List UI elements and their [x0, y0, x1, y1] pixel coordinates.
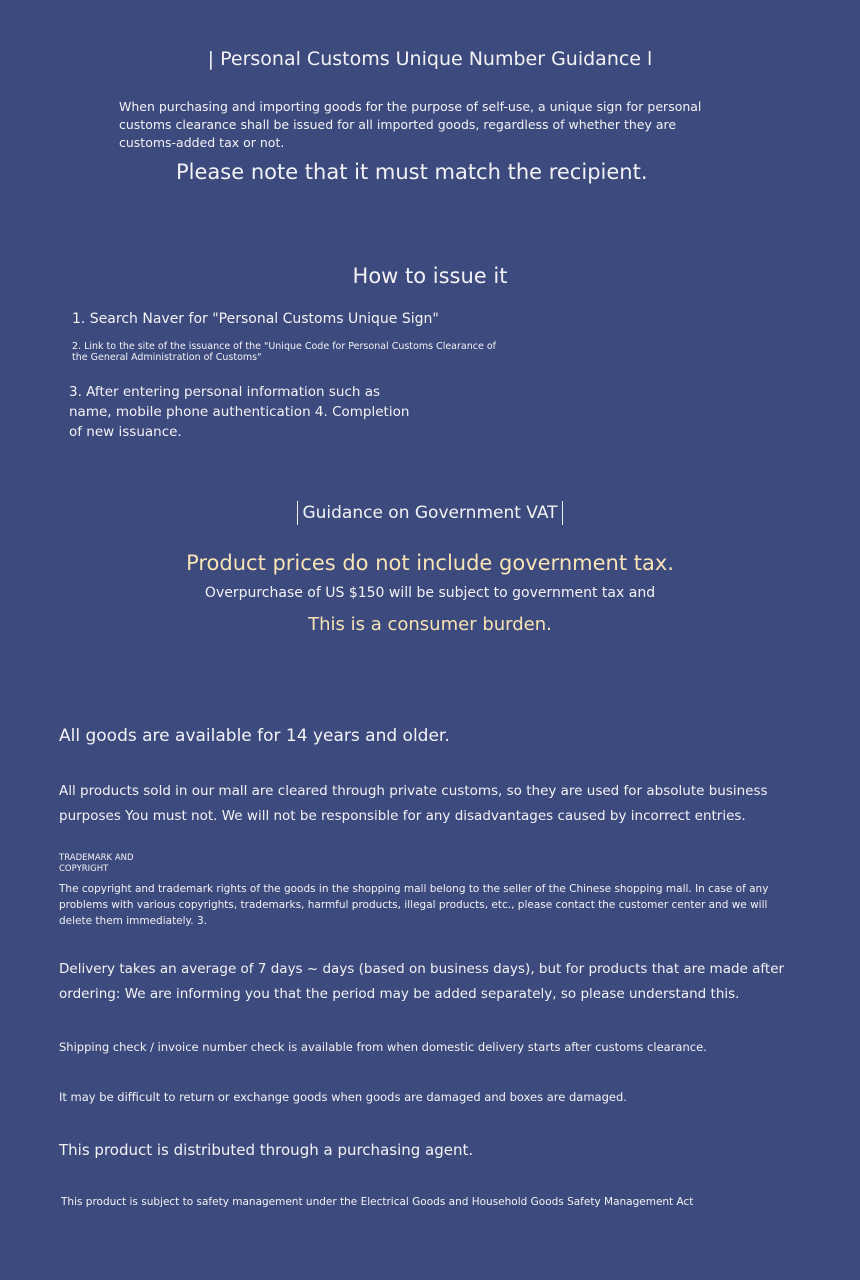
customs-guidance-body: When purchasing and importing goods for the purpose of self-use, a unique sign for personal customs clearance shall be issued for all imported goods, regardless of whether they are customs-added tax or not.	[119, 99, 702, 150]
shipping-check-notice: Shipping check / invoice number check is available from when domestic delivery starts after customs clearance.	[59, 1040, 707, 1054]
customs-guidance-title: | Personal Customs Unique Number Guidance l	[207, 48, 653, 70]
issue-step-1: 1. Search Naver for "Personal Customs Unique Sign"	[72, 311, 439, 327]
trademark-body: The copyright and trademark rights of the goods in the shopping mall belong to the seller of the Chinese shopping mall. In case of any problems with various copyrights, trademarks, harmful products, illegal products, etc., please contact the customer center and we will delete them immediately. 3.	[59, 883, 769, 927]
purchasing-agent-notice: This product is distributed through a purchasing agent.	[59, 1141, 474, 1159]
how-to-issue-title: How to issue it	[352, 264, 508, 288]
return-notice: It may be difficult to return or exchange goods when goods are damaged and boxes are damaged.	[59, 1090, 627, 1104]
vat-headline: Product prices do not include government tax.	[186, 551, 674, 575]
age-notice: All goods are available for 14 years and older.	[59, 726, 450, 746]
vat-guidance-title	[0, 501, 860, 525]
vat-guidance-title-text: Guidance on Government VAT	[297, 501, 562, 525]
issue-step-3: 3. After entering personal information such as name, mobile phone authentication 4. Completion of new issuance.	[69, 384, 410, 440]
issue-step-2: 2. Link to the site of the issuance of the "Unique Code for Personal Customs Clearance of the General Administration of Customs"	[72, 341, 496, 363]
customs-use-notice: All products sold in our mall are cleared through private customs, so they are used for absolute business purposes You must not. We will not be responsible for any disadvantages caused by incorrect entries.	[59, 783, 768, 824]
vat-overpurchase-text: Overpurchase of US $150 will be subject to government tax and	[204, 585, 656, 601]
safety-notice: This product is subject to safety management under the Electrical Goods and Household Goods Safety Management Act	[61, 1196, 694, 1208]
vat-consumer-burden: This is a consumer burden.	[308, 614, 552, 635]
recipient-match-note: Please note that it must match the recipient.	[176, 160, 648, 184]
trademark-heading: TRADEMARK AND COPYRIGHT	[59, 853, 134, 874]
delivery-notice: Delivery takes an average of 7 days ~ days (based on business days), but for products that are made after ordering: We are informing you that the period may be added separately, so please understand this.	[59, 961, 785, 1002]
